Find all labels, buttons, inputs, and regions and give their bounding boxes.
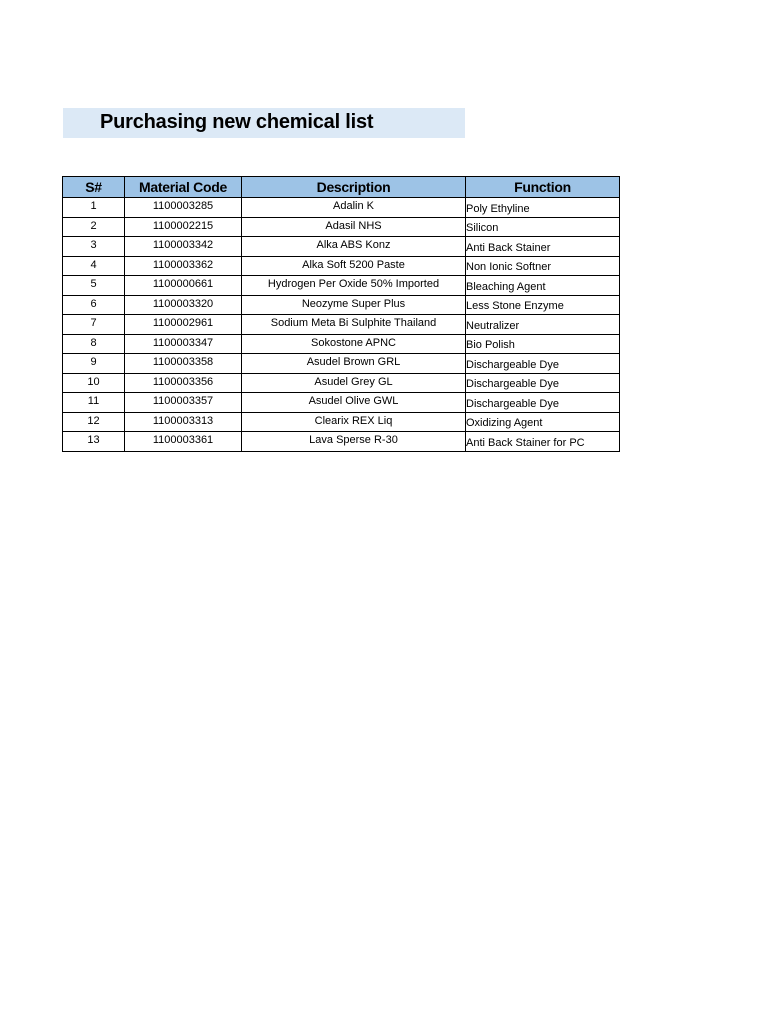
table-row (63, 334, 620, 354)
description-cell: Sodium Meta Bi Sulphite Thailand (242, 315, 466, 335)
material-code-cell: 1100003285 (125, 198, 242, 218)
description-cell: Alka Soft 5200 Paste (242, 256, 466, 276)
material-code-cell: 1100003358 (125, 354, 242, 374)
table-row (63, 432, 620, 452)
function-cell: Bio Polish (466, 334, 620, 354)
description-cell: Neozyme Super Plus (242, 295, 466, 315)
description-cell: Lava Sperse R-30 (242, 432, 466, 452)
material-code-cell: 1100003356 (125, 373, 242, 393)
serial-cell: 4 (63, 256, 125, 276)
serial-cell: 7 (63, 315, 125, 335)
header-material-code: Material Code (125, 177, 242, 198)
description-cell: Adasil NHS (242, 217, 466, 237)
serial-cell: 6 (63, 295, 125, 315)
header-description: Description (242, 177, 466, 198)
material-code-cell: 1100003347 (125, 334, 242, 354)
description-cell: Clearix REX Liq (242, 412, 466, 432)
function-cell: Dischargeable Dye (466, 354, 620, 374)
page-title: Purchasing new chemical list (100, 111, 374, 133)
serial-cell: 13 (63, 432, 125, 452)
description-cell: Asudel Olive GWL (242, 393, 466, 413)
function-cell: Anti Back Stainer (466, 237, 620, 257)
description-cell: Asudel Brown GRL (242, 354, 466, 374)
table-row (63, 393, 620, 413)
function-cell: Anti Back Stainer for PC (466, 432, 620, 452)
serial-cell: 2 (63, 217, 125, 237)
function-cell: Less Stone Enzyme (466, 295, 620, 315)
material-code-cell: 1100003357 (125, 393, 242, 413)
serial-cell: 8 (63, 334, 125, 354)
table-row (63, 276, 620, 296)
material-code-cell: 1100002215 (125, 217, 242, 237)
table-row (63, 237, 620, 257)
function-cell: Dischargeable Dye (466, 373, 620, 393)
table-row (63, 217, 620, 237)
serial-cell: 3 (63, 237, 125, 257)
material-code-cell: 1100000661 (125, 276, 242, 296)
material-code-cell: 1100002961 (125, 315, 242, 335)
function-cell: Non Ionic Softner (466, 256, 620, 276)
table-header-row (63, 177, 620, 198)
table-row (63, 198, 620, 218)
material-code-cell: 1100003342 (125, 237, 242, 257)
material-code-cell: 1100003320 (125, 295, 242, 315)
serial-cell: 9 (63, 354, 125, 374)
title-band (63, 108, 465, 138)
material-code-cell: 1100003361 (125, 432, 242, 452)
description-cell: Asudel Grey GL (242, 373, 466, 393)
function-cell: Poly Ethyline (466, 198, 620, 218)
material-code-cell: 1100003313 (125, 412, 242, 432)
serial-cell: 1 (63, 198, 125, 218)
header-function: Function (466, 177, 620, 198)
function-cell: Neutralizer (466, 315, 620, 335)
table-row (63, 354, 620, 374)
table-row (63, 256, 620, 276)
function-cell: Oxidizing Agent (466, 412, 620, 432)
material-code-cell: 1100003362 (125, 256, 242, 276)
description-cell: Adalin K (242, 198, 466, 218)
serial-cell: 12 (63, 412, 125, 432)
table-row (63, 412, 620, 432)
header-serial: S# (63, 177, 125, 198)
serial-cell: 5 (63, 276, 125, 296)
description-cell: Hydrogen Per Oxide 50% Imported (242, 276, 466, 296)
description-cell: Alka ABS Konz (242, 237, 466, 257)
description-cell: Sokostone APNC (242, 334, 466, 354)
chemical-table (62, 176, 620, 452)
table-row (63, 295, 620, 315)
table-body (63, 198, 620, 452)
serial-cell: 10 (63, 373, 125, 393)
function-cell: Bleaching Agent (466, 276, 620, 296)
function-cell: Dischargeable Dye (466, 393, 620, 413)
function-cell: Silicon (466, 217, 620, 237)
serial-cell: 11 (63, 393, 125, 413)
table-row (63, 373, 620, 393)
table-row (63, 315, 620, 335)
